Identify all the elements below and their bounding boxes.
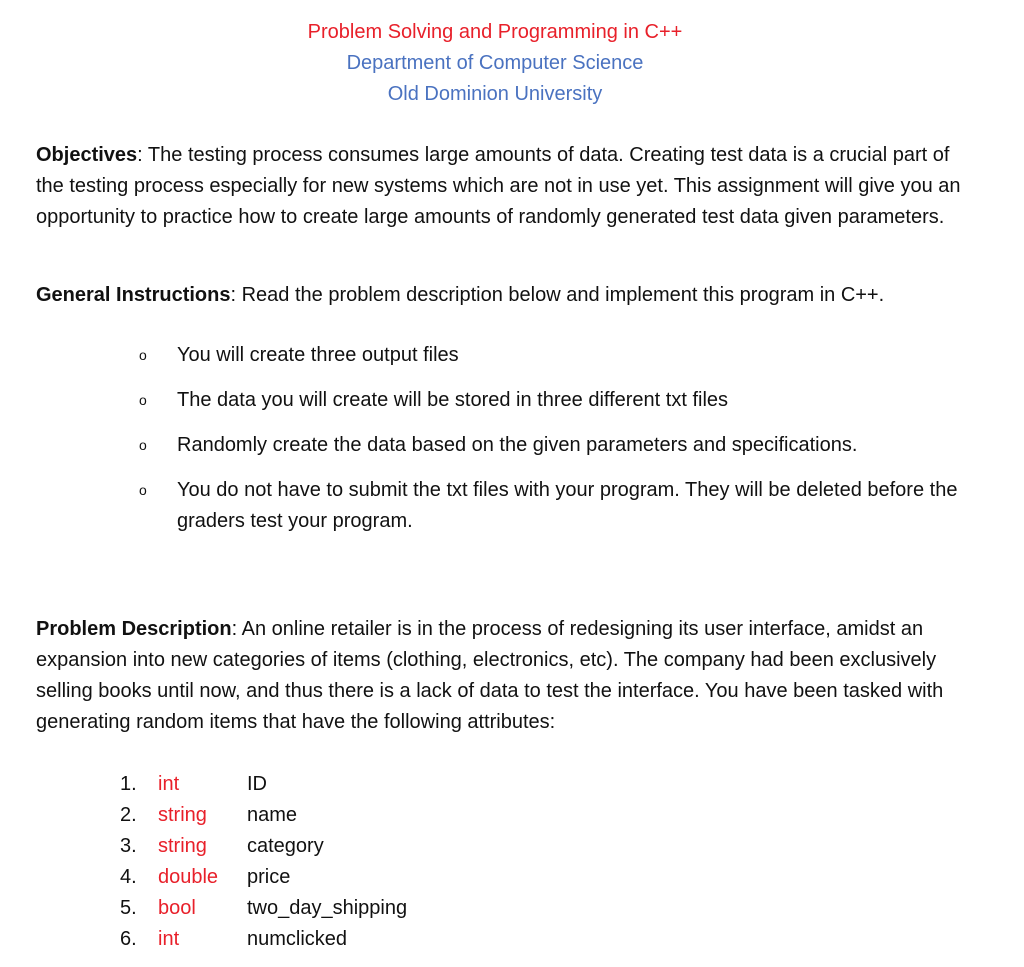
general-instructions-label: General Instructions	[36, 284, 231, 306]
bullet-marker: o	[139, 347, 147, 363]
objectives-paragraph	[36, 140, 966, 233]
department-name: Department of Computer Science	[346, 52, 644, 74]
attribute-number: 5.	[120, 897, 137, 919]
attribute-name: category	[247, 835, 324, 857]
course-title: Problem Solving and Programming in C++	[307, 21, 683, 43]
bullet-text: Randomly create the data based on the given parameters and specifications.	[177, 434, 858, 456]
bullet-marker: o	[139, 392, 147, 408]
attribute-number: 1.	[120, 773, 137, 795]
problem-description-label: Problem Description	[36, 618, 232, 640]
attribute-type: bool	[158, 897, 196, 919]
attribute-name: two_day_shipping	[247, 897, 408, 919]
problem-description-text: : An online retailer is in the process of redesigning its user interface, amidst an expansion into new categories of items (clothing, electronics, etc). The company had been exclusively selling books until now, and thus there is a lack of data to test the interface. You have been tasked with generating random items that have the following attributes:	[36, 618, 944, 733]
objectives-label: Objectives	[36, 144, 138, 166]
attribute-type: string	[158, 835, 207, 857]
attribute-number: 4.	[120, 866, 137, 888]
attribute-type: int	[158, 928, 180, 950]
attribute-number: 3.	[120, 835, 137, 857]
attribute-name: ID	[247, 773, 267, 795]
list-item	[36, 475, 976, 537]
document-header	[0, 17, 990, 110]
university-name: Old Dominion University	[387, 83, 603, 105]
attribute-number: 2.	[120, 804, 137, 826]
attribute-type: string	[158, 804, 207, 826]
objectives-text: : The testing process consumes large amounts of data. Creating test data is a crucial part of the testing process especially for new systems which are not in use yet. This assignment will give you an opportunity to practice how to create large amounts of randomly generated test data given parameters.	[36, 144, 961, 228]
attribute-row	[120, 893, 407, 924]
general-instructions-paragraph	[36, 280, 966, 311]
attribute-name: name	[247, 804, 298, 826]
problem-description-paragraph	[36, 614, 966, 738]
attribute-row	[120, 862, 407, 893]
attribute-type: int	[158, 773, 180, 795]
attribute-number: 6.	[120, 928, 137, 950]
bullet-marker: o	[139, 437, 147, 453]
attribute-row	[120, 800, 407, 831]
bullet-text: You will create three output files	[177, 344, 459, 366]
attribute-name: price	[247, 866, 291, 888]
instruction-bullet-list	[36, 340, 976, 551]
attribute-list	[120, 769, 407, 955]
bullet-text: You do not have to submit the txt files with your program. They will be deleted before the graders test your program.	[177, 479, 958, 532]
bullet-marker: o	[139, 482, 147, 498]
attribute-name: numclicked	[247, 928, 348, 950]
list-item	[36, 340, 976, 371]
attribute-row	[120, 924, 407, 955]
list-item	[36, 430, 976, 461]
attribute-type: double	[158, 866, 219, 888]
bullet-text: The data you will create will be stored in three different txt files	[177, 389, 729, 411]
attribute-row	[120, 769, 407, 800]
attribute-row	[120, 831, 407, 862]
general-instructions-text: : Read the problem description below and implement this program in C++.	[230, 284, 885, 306]
list-item	[36, 385, 976, 416]
